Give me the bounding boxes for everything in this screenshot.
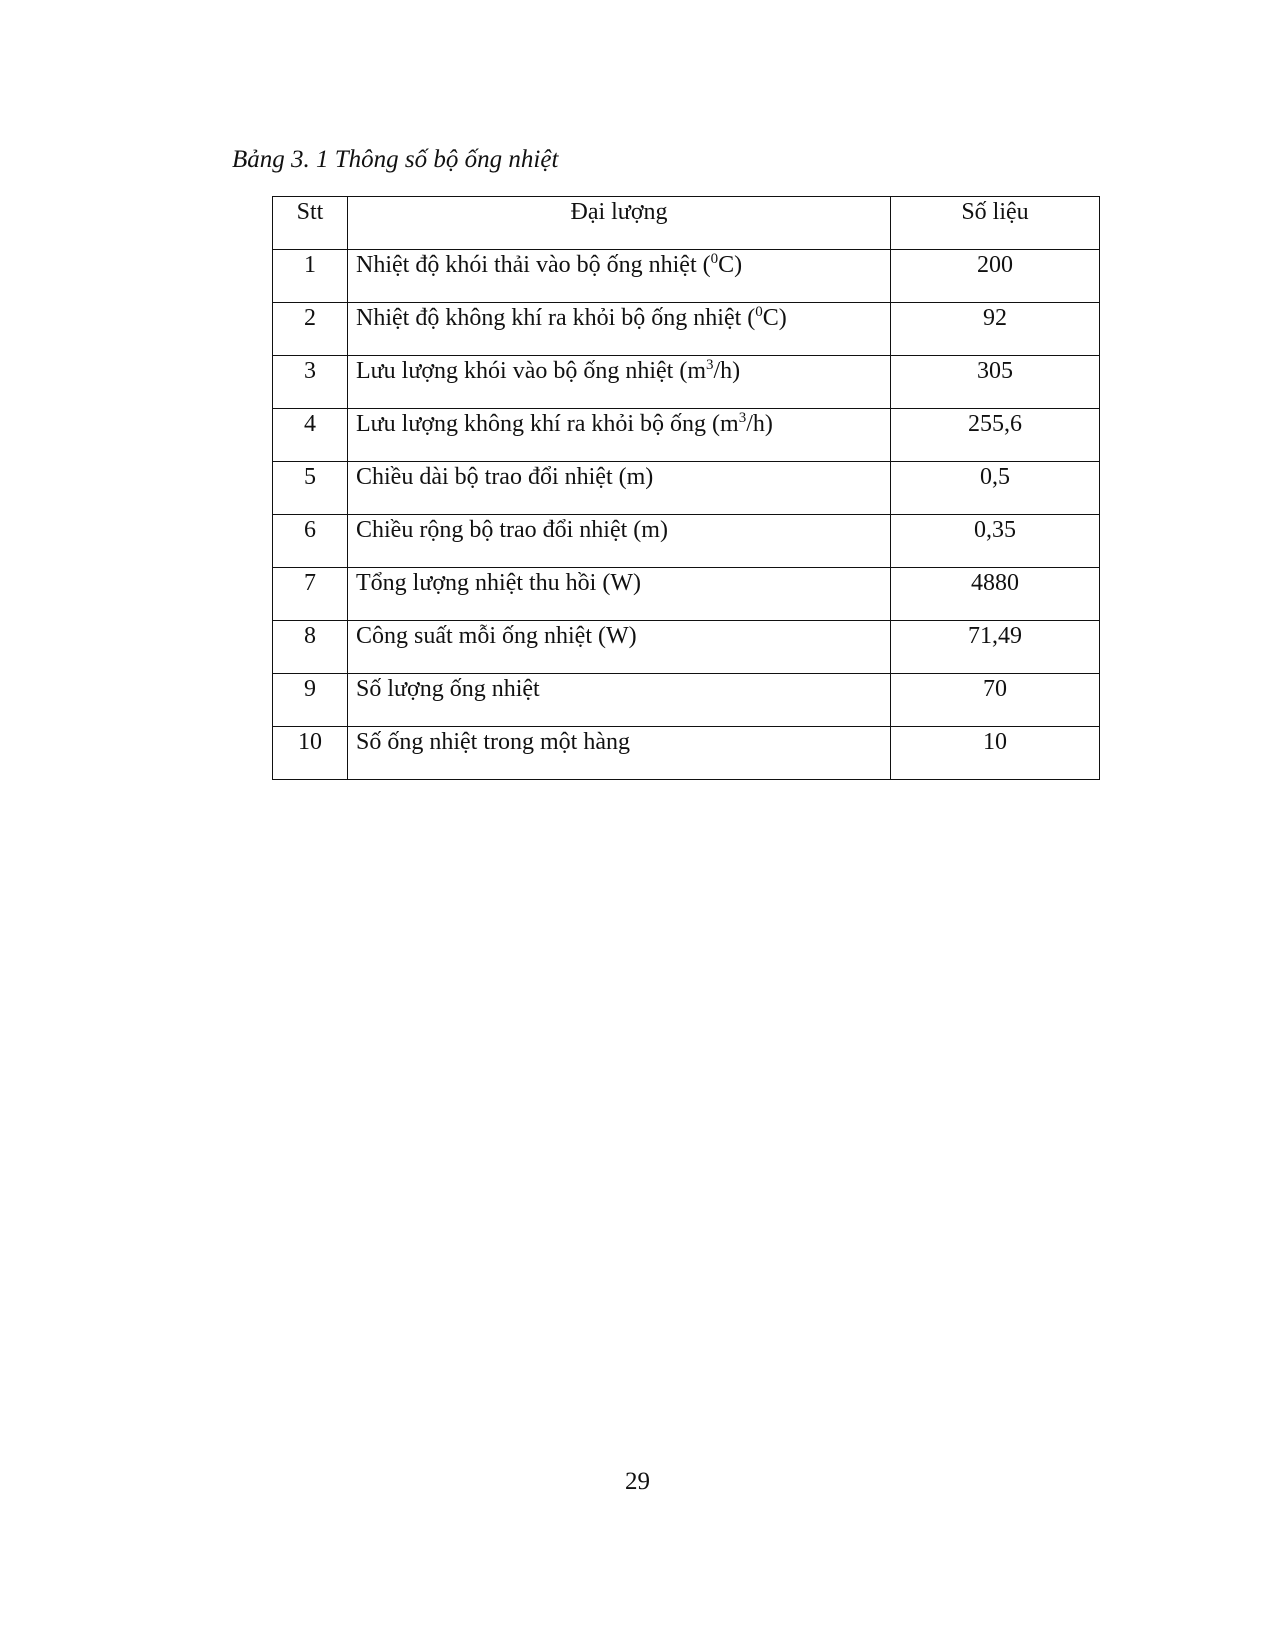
- page-number: 29: [625, 1468, 650, 1495]
- cell-value: 255,6: [891, 409, 1100, 462]
- table-row: [273, 409, 1100, 462]
- table-row: [273, 462, 1100, 515]
- header-quantity: Đại lượng: [348, 197, 891, 250]
- quantity-text: Lưu lượng khói vào bộ ống nhiệt (m: [356, 358, 707, 384]
- cell-stt: 1: [273, 250, 348, 303]
- quantity-unit-text: C): [718, 252, 743, 278]
- quantity-text: Chiều rộng bộ trao đổi nhiệt (m): [356, 517, 668, 543]
- quantity-text: Số ống nhiệt trong một hàng: [356, 729, 630, 755]
- cell-quantity: [348, 462, 891, 515]
- table-row: [273, 621, 1100, 674]
- quantity-text: Công suất mỗi ống nhiệt (W): [356, 623, 637, 649]
- cell-stt: 4: [273, 409, 348, 462]
- quantity-text: Nhiệt độ khói thải vào bộ ống nhiệt (: [356, 252, 711, 278]
- table-row: [273, 356, 1100, 409]
- cell-quantity: [348, 727, 891, 780]
- cell-quantity: [348, 621, 891, 674]
- cell-quantity: [348, 674, 891, 727]
- cell-value: 10: [891, 727, 1100, 780]
- cell-quantity: [348, 515, 891, 568]
- table-row: [273, 250, 1100, 303]
- quantity-superscript: 3: [706, 357, 714, 373]
- cell-value: 0,5: [891, 462, 1100, 515]
- cell-stt: 7: [273, 568, 348, 621]
- cell-value: 71,49: [891, 621, 1100, 674]
- quantity-text: Nhiệt độ không khí ra khỏi bộ ống nhiệt (: [356, 305, 756, 331]
- quantity-unit-text: /h): [746, 411, 773, 437]
- cell-quantity: [348, 409, 891, 462]
- quantity-superscript: 0: [755, 304, 763, 320]
- header-value: Số liệu: [891, 197, 1100, 250]
- quantity-unit-text: /h): [713, 358, 741, 384]
- cell-value: 200: [891, 250, 1100, 303]
- table-row: [273, 674, 1100, 727]
- header-stt: Stt: [273, 197, 348, 250]
- cell-stt: 2: [273, 303, 348, 356]
- cell-stt: 10: [273, 727, 348, 780]
- cell-quantity: [348, 250, 891, 303]
- cell-stt: 8: [273, 621, 348, 674]
- table-row: [273, 303, 1100, 356]
- table-caption: Bảng 3. 1 Thông số bộ ống nhiệt: [232, 146, 559, 173]
- cell-stt: 5: [273, 462, 348, 515]
- cell-stt: 9: [273, 674, 348, 727]
- cell-quantity: [348, 303, 891, 356]
- cell-stt: 6: [273, 515, 348, 568]
- table-body: [273, 250, 1100, 780]
- cell-stt: 3: [273, 356, 348, 409]
- cell-value: 92: [891, 303, 1100, 356]
- cell-value: 70: [891, 674, 1100, 727]
- parameter-table: [272, 196, 1100, 780]
- cell-quantity: [348, 356, 891, 409]
- cell-quantity: [348, 568, 891, 621]
- quantity-text: Số lượng ống nhiệt: [356, 676, 540, 702]
- quantity-text: Lưu lượng không khí ra khỏi bộ ống (m: [356, 411, 739, 437]
- quantity-superscript: 3: [738, 410, 747, 426]
- table-row: [273, 515, 1100, 568]
- cell-value: 305: [891, 356, 1100, 409]
- table-row: [273, 727, 1100, 780]
- table-header-row: [273, 197, 1100, 250]
- quantity-text: Tổng lượng nhiệt thu hồi (W): [356, 570, 641, 596]
- cell-value: 4880: [891, 568, 1100, 621]
- quantity-unit-text: C): [762, 305, 787, 331]
- quantity-text: Chiều dài bộ trao đổi nhiệt (m): [356, 464, 654, 490]
- table-row: [273, 568, 1100, 621]
- cell-value: 0,35: [891, 515, 1100, 568]
- quantity-superscript: 0: [710, 251, 719, 267]
